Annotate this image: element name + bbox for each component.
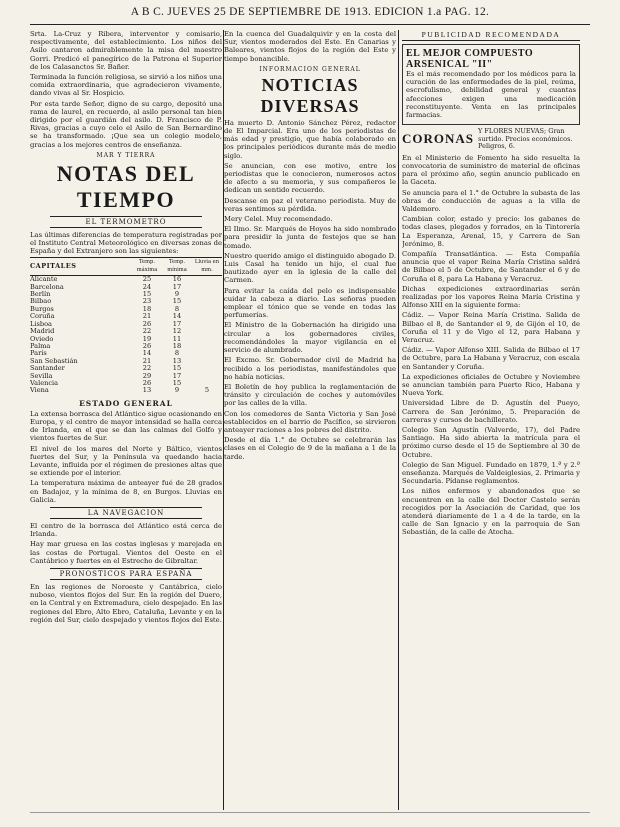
notice-paragraph: Cambian color, estado y precio: los gabanes de todas clases, plegados y forrados, en la Tintorería La Esperanza, Arenal, 15, y Carrera de San Jerónimo, 8. — [402, 215, 580, 248]
page-masthead: A B C. JUEVES 25 DE SEPTIEMBRE DE 1913. EDICION 1.a PAG. 12. — [130, 6, 490, 18]
news-paragraph: Con los comedores de Santa Victoria y San José establecidos en el barrio de Pacífico, se sirvieron anteayer raciones a los pobres del distrito. — [224, 409, 396, 434]
estado-paragraph: La temperatura máxima de anteayer fué de 28 grados en Badajoz, y la mínima de 8, en Burgos. Lluvias en Galicia. — [30, 479, 222, 504]
table-row: Sevilla 29 17 — [30, 371, 182, 380]
news-paragraph: El Boletín de hoy publica la reglamentación de tránsito y circulación de coches y automóviles por las calles de la villa. — [224, 382, 396, 408]
table-row: Lisboa 26 17 — [30, 319, 182, 328]
weather-title: NOTAS DEL TIEMPO — [56, 160, 196, 212]
table-row: Coruña 21 14 — [30, 312, 182, 321]
weather-continuation: En la cuenca del Guadalquivir y en la costa del Sur, vientos moderados del Este. En Canarias y Baleares, vientos flojos de la región del Este y tiempo bonancible. — [224, 30, 396, 63]
navegacion-head: LA NAVEGACION — [50, 507, 202, 519]
table-header: Temp. mínima — [162, 258, 192, 276]
table-header: Lluvia en mm. — [192, 258, 222, 276]
table-row: Burgos 18 8 — [30, 304, 180, 313]
thermometer-head: EL TERMOMETRO — [50, 216, 202, 228]
table-row: Madrid 22 12 — [30, 327, 182, 336]
notice-paragraph: Dichas expediciones extraordinarias serán realizadas por los vapores Reina María Cristina y Alfonso XIII en la siguiente forma: — [402, 284, 580, 310]
table-row: Alicante 25 16 — [30, 275, 182, 284]
publicidad-head: PUBLICIDAD RECOMENDADA — [402, 30, 580, 41]
temperature-table — [30, 257, 222, 394]
news-paragraph: El Ministro de la Gobernación ha dirigido una circular a los gobernadores civiles, recomendándoles la mayor vigilancia en el servicio de alumbrado. — [224, 321, 396, 355]
intro-paragraph: Terminada la función religiosa, se sirvió a los niños una comida extraordinaria, que agradecieron vivamente, dando vivas al Sr. Hospicio. — [30, 73, 222, 98]
intro-paragraph: Srta. La-Cruz y Ribera, interventor y comisario, respectivamente, del establecimiento. Los niños del Asilo cantaron admirablemente la misa del maestro Gorri. Predicó el panegírico de la Patrona el Superior de los Calasanctos Sr. Bañer. — [30, 30, 222, 71]
notice-paragraph: Universidad Libre de D. Agustín del Pueyo, Carrera de San Jerónimo, 5. Preparación de carreras y cursos de bachillerato. — [402, 399, 580, 424]
navegacion-paragraph: Hay mar gruesa en las costas inglesas y marejada en las costas de Portugal. Vientos del Oeste en el Cantábrico y fuertes en el Estrecho de Gibraltar. — [30, 540, 222, 565]
temperature-intro: Las últimas diferencias de temperatura registradas por el Instituto Central Meteorológico en diversas zonas de España y del Extranjero son las siguientes: — [30, 230, 222, 256]
intro-paragraph: Por esta tarde Señor, digno de su cargo, depositó una rama de laurel, en recuerdo, al asilo personal tan bien dirigido por el guardián del asilo. D. Francisco de P. Rivas, gracias a cuyo celo el Asilo de San Bernardino se ha transformado. ¡Que sea un colegio modelo, gracias a los mejores centros de enseñanza. — [30, 99, 222, 149]
masthead-rule — [30, 24, 590, 25]
news-paragraph: Ha muerto D. Antonio Sánchez Pérez, redactor de El Imparcial. Era uno de los periodistas de más edad y prestigio, que había colaborado en los principales periódicos durante más de medio siglo. — [224, 118, 396, 160]
pronosticos-paragraph: En las regiones de Noroeste y Cantábrica, cielo nuboso, vientos flojos del Sur. En la región del Duero, en la Central y en Extremadura, cielo despejado. En las regiones del Ebro, Alto Ebro, Cataluña, Levante y en la región del Sur, cielo despejado y vientos flojos del Este. — [30, 583, 222, 624]
notice-paragraph: En el Ministerio de Fomento ha sido resuelta la convocatoria de suministro de material de oficinas para el próximo año, según anuncio publicado en la Gaceta. — [402, 153, 580, 187]
notice-paragraph: Los niños enfermos y abandonados que se encuentren en la calle del Doctor Castelo serán recogidos por la Asociación de Caridad, que los atenderá diariamente de 1 a 4 de la tarde, en la calle de San Ignacio y en la parroquia de San Sebastián, de la calle de Atocha. — [402, 487, 580, 537]
news-paragraph: Se anuncian, con ese motivo, entre los periodistas que le conocieron, numerosos actos de afecto a su memoria, y sus compañeros le dedican un sentido recuerdo. — [224, 161, 396, 195]
notice-paragraph: Cádiz. — Vapor Reina María Cristina. Salida de Bilbao el 8, de Santander el 9, de Gijón el 10, de Coruña el 11 y de Vigo el 12, para Habana y Veracruz. — [402, 311, 580, 344]
news-paragraph: Mery Celel. Muy recomendado. — [224, 215, 333, 224]
estado-paragraph: La extensa borrasca del Atlántico sigue ocasionando en Europa, y el centro de mayor intensidad se halla cerca de Irlanda, en el que se dan las calmas del Golfo y vientos fuertes de Sur. — [30, 409, 222, 443]
table-row: San Sebastián 21 13 — [30, 356, 182, 365]
estado-paragraph: El nivel de los mares del Norte y Báltico, vientos fuertes del Sur, y la Península va quedando hacia Levante, influida por el régimen de presiones altas que se extiende por el interior. — [30, 444, 222, 478]
table-row: Bilbao 23 15 — [30, 297, 182, 306]
navegacion-paragraph: El centro de la borrasca del Atlántico está cerca de Irlanda. — [30, 522, 222, 539]
column-left — [30, 30, 222, 810]
news-paragraph: Nuestro querido amigo el distinguido abogado D. Luis Casal ha tenido un hijo, el cual fue bautizado ayer en la iglesia de la calle del Carmen. — [224, 251, 396, 285]
news-paragraph: El Excmo. Sr. Gobernador civil de Madrid ha recibido a los periodistas, manifestándoles que no había noticias. — [224, 356, 396, 381]
table-row: Valencia 26 15 — [30, 378, 182, 387]
news-paragraph: Descanse en paz el veterano periodista. Muy de veras sentimos su pérdida. — [224, 196, 396, 213]
notice-paragraph: Compañía Transatlántica. — Esta Compañía anuncia que el vapor Reina María Cristina saldrá de Bilbao el 5 de Octubre, de Santander el 6 y de Coruña el 8, para La Habana y Veracruz. — [402, 249, 580, 283]
news-paragraph: Para evitar la caída del pelo es indispensable cuidar la cabeza a diario. Las señoras pueden emplear el tónico que se vende en todas las perfumerías. — [224, 286, 396, 320]
section-kicker: MAR Y TIERRA — [96, 151, 156, 159]
table-row: Santander 22 15 — [30, 364, 182, 373]
column-right — [402, 30, 580, 810]
footer-rule — [30, 812, 590, 813]
table-row: Oviedo 19 11 — [30, 334, 182, 343]
coronas-title: CORONAS — [402, 131, 475, 147]
pronosticos-head: PRONOSTICOS PARA ESPAÑA — [50, 568, 202, 580]
table-row: Palma 26 18 — [30, 341, 182, 350]
noticias-title: NOTICIAS DIVERSAS — [260, 74, 360, 116]
table-row: Barcelona 24 17 — [30, 282, 182, 291]
table-header: Temp. máxima — [132, 258, 162, 276]
notice-paragraph: La expediciones oficiales de Octubre y Noviembre se anuncian también para Puerto Rico, Habana y Nueva York. — [402, 372, 580, 398]
arsenical-advert — [402, 44, 580, 125]
notice-paragraph: Colegio San Agustín (Valverde, 17), del Padre Santiago. Ha sido abierta la matrícula para el próximo curso desde el 15 de Septiembre al 30 de Octubre. — [402, 426, 580, 459]
notice-paragraph: Colegio de San Miguel. Fundado en 1879, 1.ª y 2.ª enseñanza. Marqués de Valdeiglesias, 2. Primaria y Secundaria. Pídanse reglamentos. — [402, 460, 580, 486]
coronas-text: Y FLORES NUEVAS; Gran surtido. Precios económicos. Peligros, 6. — [478, 127, 573, 151]
news-paragraph: Desde el día 1.° de Octubre se celebrarán las clases en el Colegio de 9 de la mañana a 1 de la tarde. — [224, 436, 396, 461]
column-middle — [224, 30, 396, 810]
table-header: CAPITALES — [30, 258, 132, 276]
coronas-advert — [402, 128, 580, 151]
table-row: Berlín 15 9 — [30, 290, 180, 299]
column-rule-2 — [398, 30, 399, 810]
news-paragraph: El Ilmo. Sr. Marqués de Hoyos ha sido nombrado para presidir la junta de festejos que se han tomado. — [224, 225, 396, 250]
advert-text: Es el más recomendado por los médicos para la curación de las enfermedades de la piel, reúma, escrofulismo, debilidad general y cuantas afecciones exigen una medicación reconstituyente. Venta en las principales farmacias. — [406, 70, 576, 120]
notice-paragraph: Se anuncia para el 1.° de Octubre la subasta de las obras de conducción de aguas a la villa de Valdemoro. — [402, 188, 580, 213]
notice-paragraph: Cádiz. — Vapor Alfonso XIII. Salida de Bilbao el 17 de Octubre, para La Habana y Veracruz, con escala en Santander y Coruña. — [402, 346, 580, 371]
info-general-head: INFORMACION GENERAL — [259, 65, 361, 73]
table-row: Viena 13 9 5 — [30, 386, 210, 395]
estado-general-head: ESTADO GENERAL — [79, 398, 173, 408]
table-row: París 14 8 — [30, 349, 180, 358]
advert-title: EL MEJOR COMPUESTO ARSENICAL "II" — [406, 48, 534, 70]
